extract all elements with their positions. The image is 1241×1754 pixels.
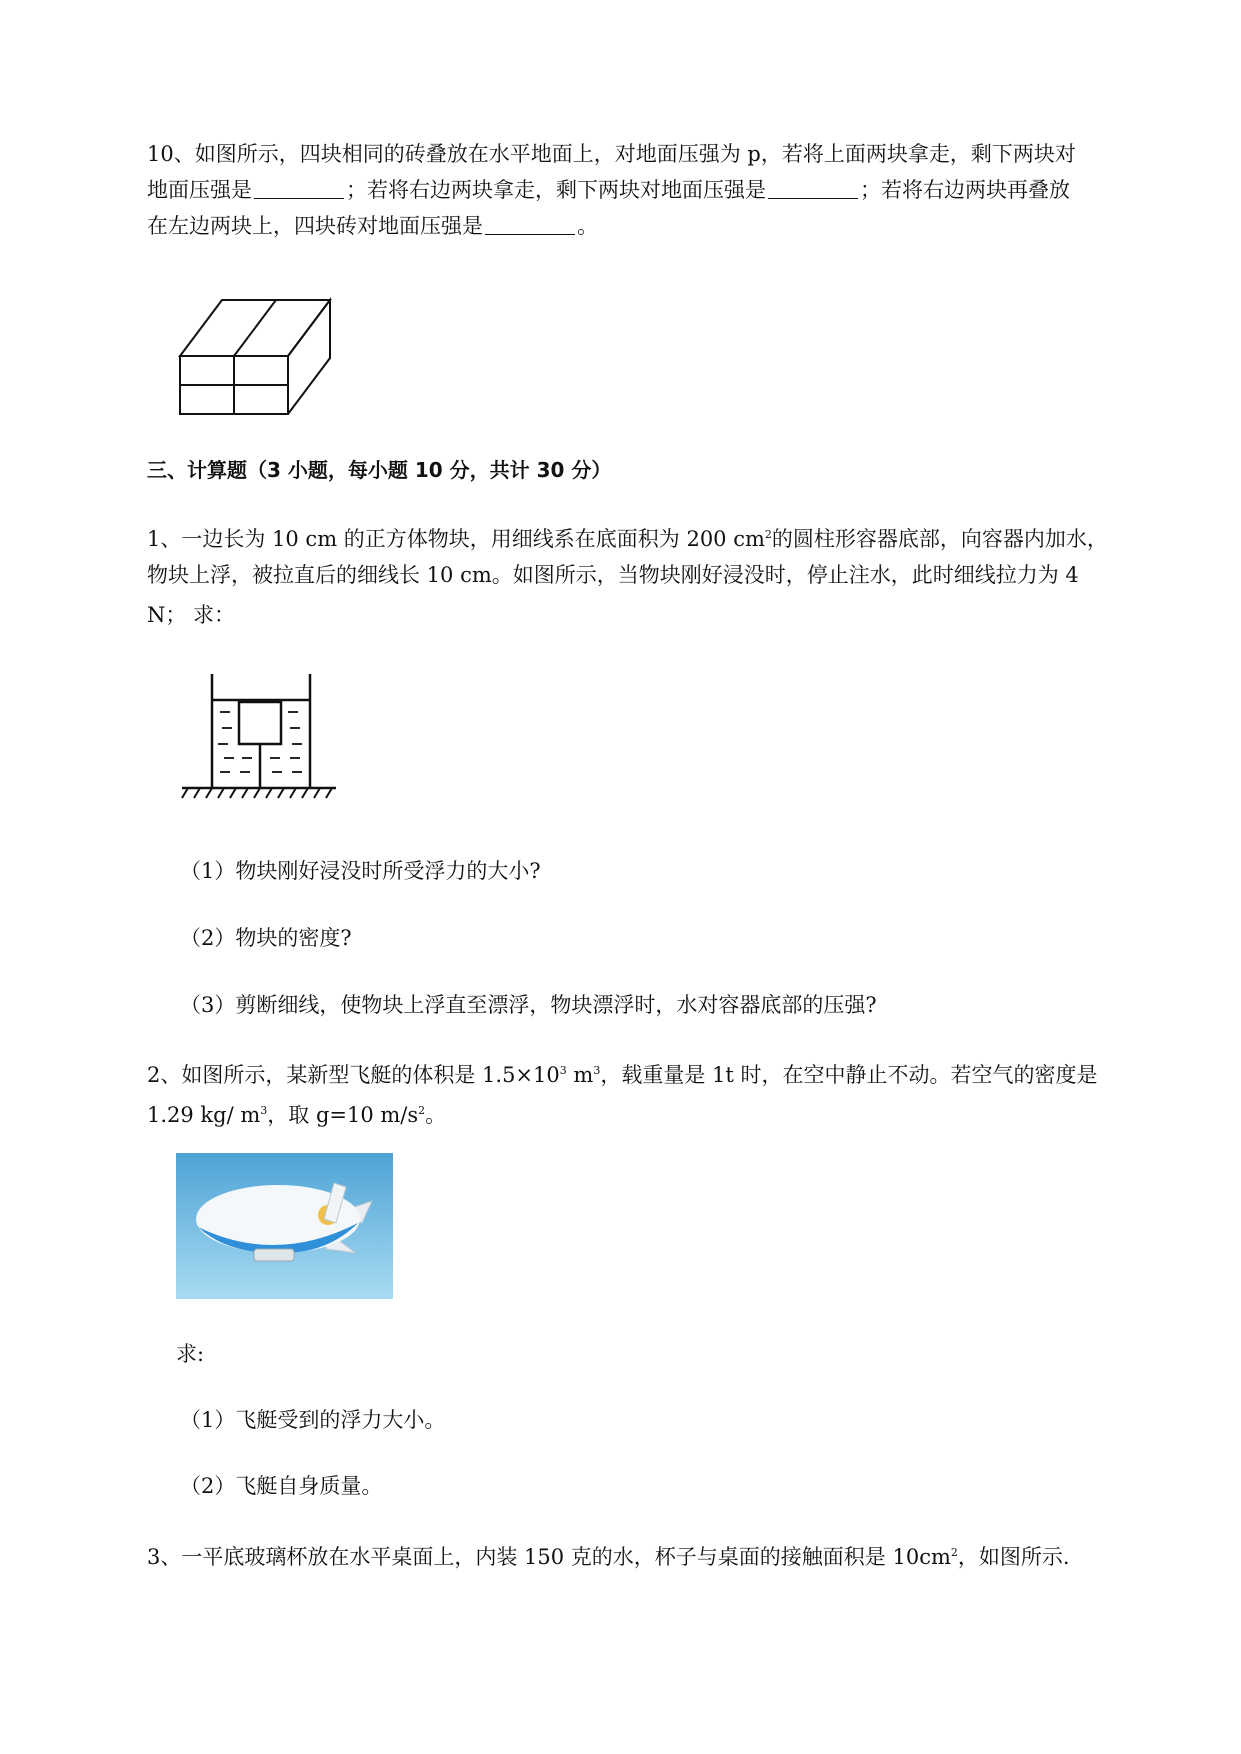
p2-superscript: 3 <box>559 1064 567 1077</box>
answer-blank-1 <box>254 176 344 199</box>
p2-text: ，取 g=10 m/s <box>267 1103 419 1127</box>
p1-line-1 <box>147 517 1108 557</box>
p2-ask: 求: <box>176 1342 205 1366</box>
p2-superscript: 2 <box>418 1104 426 1117</box>
p1-text: 的圆柱形容器底部，向容器内加水， <box>771 527 1108 551</box>
answer-blank-3 <box>485 212 575 235</box>
p1-line-3: N； 求： <box>147 603 236 627</box>
p1-sub-1: （1）物块刚好浸没时所受浮力的大小? <box>180 859 541 883</box>
section-title: 三、计算题（3 小题，每小题 10 分，共计 30 分） <box>147 458 612 482</box>
p2-text: m <box>566 1063 594 1087</box>
q10-line-1: 10、如图所示，四块相同的砖叠放在水平地面上，对地面压强为 p，若将上面两块拿走，剩下两块对 <box>147 142 1076 166</box>
blimp-image <box>176 1153 393 1299</box>
p1-text: 1、一边长为 10 cm 的正方体物块，用细线系在底面积为 200 cm <box>147 527 765 551</box>
p3-text: ，如图所示. <box>957 1545 1070 1569</box>
q10-line-2 <box>147 172 1070 208</box>
answer-blank-2 <box>768 176 858 199</box>
p2-sub-2: （2）飞艇自身质量。 <box>180 1474 383 1498</box>
p2-text: 1.29 kg/ m <box>147 1103 261 1127</box>
p1-line-2: 物块上浮，被拉直后的细线长 10 cm。如图所示，当物块刚好浸没时，停止注水，此时细线拉力为 4 <box>147 563 1079 587</box>
q10-line-3 <box>147 208 598 244</box>
p3-text: 3、一平底玻璃杯放在水平桌面上，内装 150 克的水，杯子与桌面的接触面积是 10cm <box>147 1545 951 1569</box>
brick-stack-figure <box>178 296 333 418</box>
p2-superscript: 3 <box>260 1104 268 1117</box>
p2-text: ，载重量是 1t 时，在空中静止不动。若空气的密度是 <box>600 1063 1098 1087</box>
p2-line-1 <box>147 1053 1098 1093</box>
q10-text: ；若将右边两块再叠放 <box>860 178 1070 202</box>
q10-text: 。 <box>577 214 598 238</box>
q10-text: 在左边两块上，四块砖对地面压强是 <box>147 214 483 238</box>
p2-line-2 <box>147 1093 446 1133</box>
p2-text: 2、如图所示，某新型飞艇的体积是 1.5×10 <box>147 1063 560 1087</box>
q10-text: 地面压强是 <box>147 178 252 202</box>
p1-superscript: 2 <box>764 528 772 541</box>
p2-superscript: 3 <box>593 1064 601 1077</box>
p2-sub-1: （1）飞艇受到的浮力大小。 <box>180 1408 446 1432</box>
p1-sub-3: （3）剪断细线，使物块上浮直至漂浮，物块漂浮时，水对容器底部的压强? <box>180 993 877 1017</box>
p2-text: 。 <box>425 1103 447 1127</box>
q10-text: ；若将右边两块拿走，剩下两块对地面压强是 <box>346 178 766 202</box>
container-figure <box>180 672 338 804</box>
p3-superscript: 2 <box>950 1546 958 1559</box>
p1-sub-2: （2）物块的密度? <box>180 926 352 950</box>
p3-line-1 <box>147 1535 1070 1575</box>
